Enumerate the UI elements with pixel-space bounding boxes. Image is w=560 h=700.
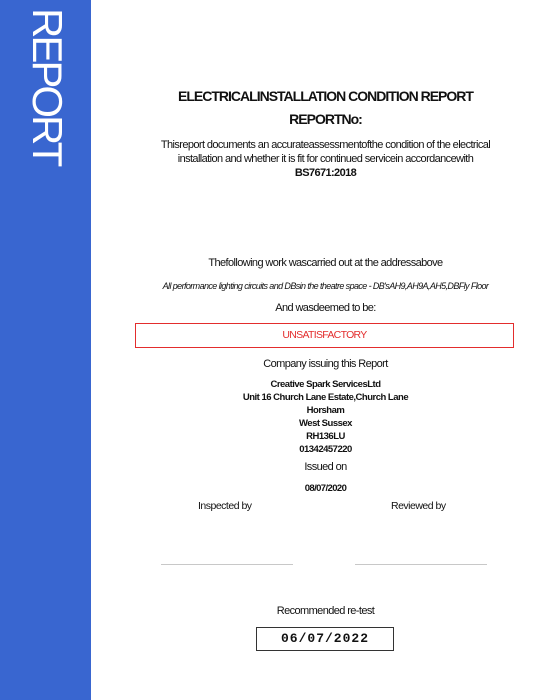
retest-label: Recommended re-test [276, 605, 375, 617]
sidebar-band [0, 0, 91, 700]
company-label: Company issuing this Report [263, 358, 388, 370]
report-content [91, 0, 560, 700]
company-postcode: RH136LU [306, 431, 345, 442]
report-number-label: REPORTNo: [289, 111, 362, 127]
sidebar-label: REPORT [24, 8, 71, 165]
inspected-signature-line [161, 564, 293, 565]
status-text: UNSATISFACTORY [282, 329, 367, 341]
company-county: West Sussex [299, 418, 352, 429]
company-phone: 01342457220 [299, 444, 352, 455]
intro-line-1: Thisreport documents an accurateassessmentofthe condition of the electrical [160, 139, 491, 151]
status-box [135, 323, 514, 348]
retest-date-box [256, 627, 394, 651]
reviewed-signature-line [355, 564, 487, 565]
issued-label: Issued on [304, 461, 347, 473]
work-intro: Thefollowing work wascarried out at the addressabove [208, 257, 443, 269]
company-address: Unit 16 Church Lane Estate,Church Lane [242, 392, 409, 403]
work-description: All performance lighting circuits and DBsin the theatre space - DB'sAH9,AH9A,AH5,DBFly Floor [162, 281, 489, 291]
deemed-label: And wasdeemed to be: [275, 302, 376, 314]
retest-date: 06/07/2022 [280, 631, 369, 646]
issued-date: 08/07/2020 [304, 483, 347, 494]
report-title: ELECTRICALINSTALLATION CONDITION REPORT [178, 88, 473, 104]
intro-line-2: installation and whether it is fit for continued servicein accordancewith [177, 153, 474, 165]
standard-reference: BS7671:2018 [294, 167, 357, 179]
reviewed-by-label: Reviewed by [391, 500, 446, 512]
company-town: Horsham [306, 405, 345, 416]
inspected-by-label: Inspected by [198, 500, 252, 512]
sidebar-title [24, 8, 71, 165]
company-name: Creative Spark ServicesLtd [270, 379, 381, 390]
